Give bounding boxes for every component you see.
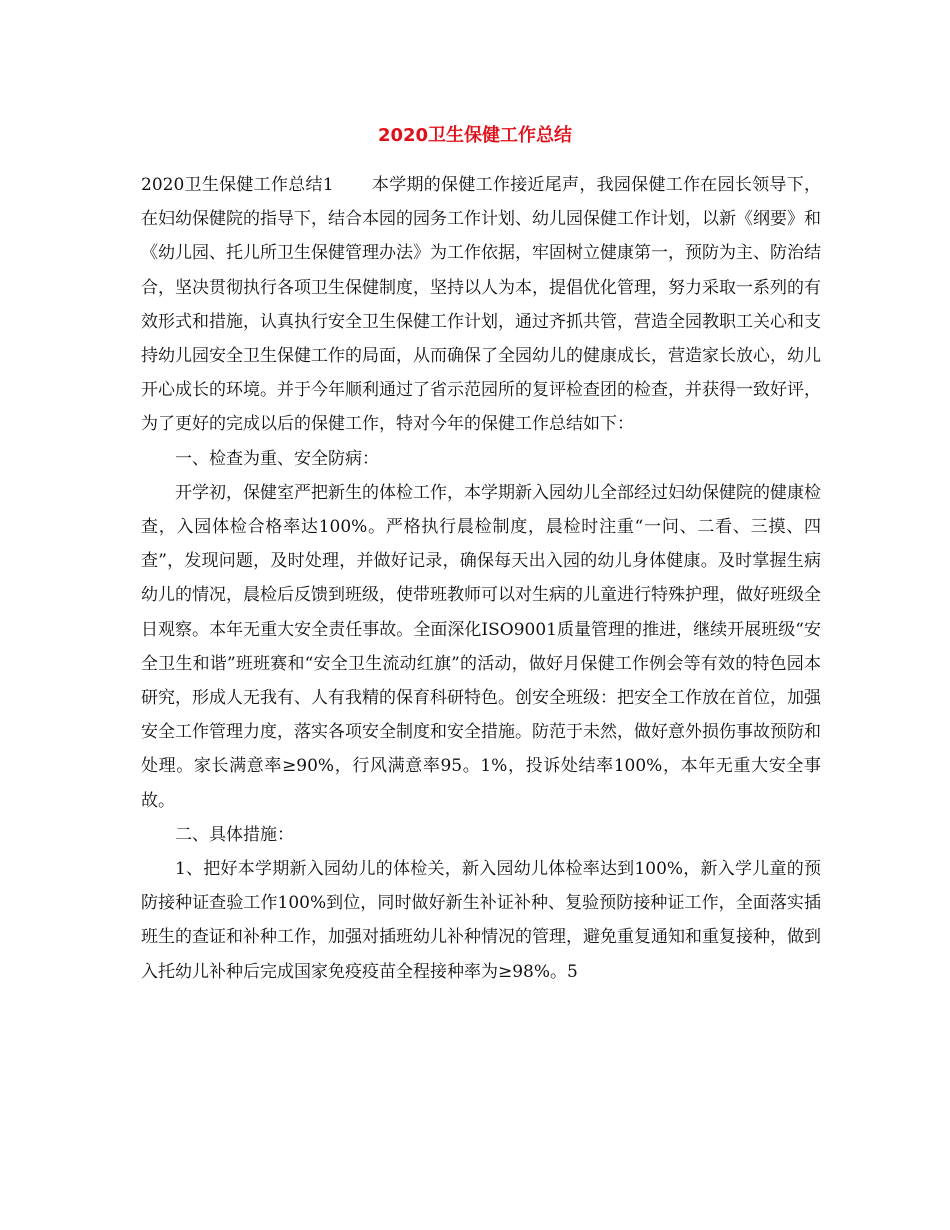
document-body [141, 168, 821, 989]
section-1-paragraph: 开学初，保健室严把新生的体检工作，本学期新入园幼儿全部经过妇幼保健院的健康检查，入园体检合格率达100%。严格执行晨检制度，晨检时注重“一问、二看、三摸、四查”，发现问题，及时处理，并做好记录，确保每天出入园的幼儿身体健康。及时掌握生病幼儿的情况，晨检后反馈到班级，使带班教师可以对生病的儿童进行特殊护理，做好班级全日观察。本年无重大安全责任事故。全面深化ISO9001质量管理的推进，继续开展班级“安全卫生和谐”班班赛和“安全卫生流动红旗”的活动，做好月保健工作例会等有效的特色园本研究，形成人无我有、人有我精的保育科研特色。创安全班级：把安全工作放在首位，加强安全工作管理力度，落实各项安全制度和安全措施。防范于未然，做好意外损伤事故预防和处理。家长满意率≥90%，行风满意率95。1%，投诉处结率100%，本年无重大安全事故。 [141, 482, 821, 811]
document-title: 2020卫生保健工作总结 [377, 125, 573, 146]
section-2-paragraph: 1、把好本学期新入园幼儿的体检关，新入园幼儿体检率达到100%，新入学儿童的预防接种证查验工作100%到位，同时做好新生补证补种、复验预防接种证工作，全面落实插班生的查证和补种工作，加强对插班幼儿补种情况的管理，避免重复通知和重复接种，做到入托幼儿补种后完成国家免疫疫苗全程接种率为≥98%。5 [141, 859, 821, 982]
intro-paragraph [141, 168, 821, 442]
section-2-heading: 二、具体措施： [175, 824, 294, 845]
intro-text: 本学期的保健工作接近尾声，我园保健工作在园长领导下，在妇幼保健院的指导下，结合本园的园务工作计划、幼儿园保健工作计划，以新《纲要》和《幼儿园、托儿所卫生保健管理办法》为工作依据，牢固树立健康第一，预防为主、防治结合，坚决贯彻执行各项卫生保健制度，坚持以人为本，提倡优化管理，努力采取一系列的有效形式和措施，认真执行安全卫生保健工作计划，通过齐抓共管，营造全园教职工关心和支持幼儿园安全卫生保健工作的局面，从而确保了全园幼儿的健康成长，营造家长放心，幼儿开心成长的环境。并于今年顺利通过了省示范园所的复评检查团的检查，并获得一致好评，为了更好的完成以后的保健工作，特对今年的保健工作总结如下： [141, 175, 821, 435]
section-1-heading: 一、检查为重、安全防病： [175, 448, 379, 469]
intro-heading: 2020卫生保健工作总结1 [141, 175, 334, 195]
